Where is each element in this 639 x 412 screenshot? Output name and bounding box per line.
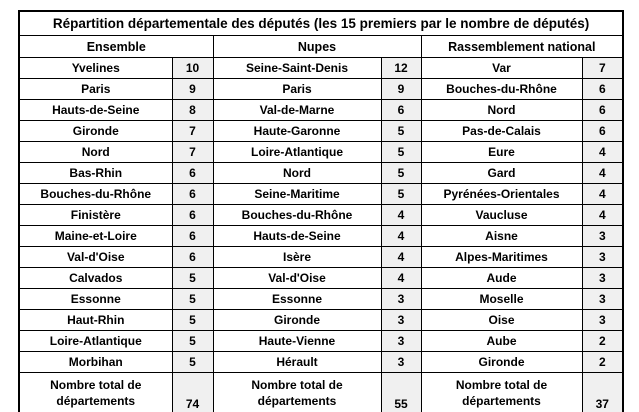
department-name-cell: Hérault [213, 352, 381, 373]
department-name-cell: Vaucluse [421, 205, 582, 226]
department-name-cell: Gironde [19, 121, 172, 142]
department-name-cell: Haut-Rhin [19, 310, 172, 331]
table-row [19, 247, 623, 268]
department-value-cell: 4 [582, 163, 623, 184]
department-name-cell: Aisne [421, 226, 582, 247]
department-value-cell: 4 [381, 268, 421, 289]
department-name-cell: Loire-Atlantique [213, 142, 381, 163]
department-value-cell: 4 [582, 142, 623, 163]
department-value-cell: 6 [172, 205, 213, 226]
department-value-cell: 6 [172, 247, 213, 268]
department-value-cell: 6 [172, 163, 213, 184]
department-name-cell: Bouches-du-Rhône [421, 79, 582, 100]
department-value-cell: 6 [172, 226, 213, 247]
table-row [19, 310, 623, 331]
table-row [19, 121, 623, 142]
department-name-cell: Gironde [213, 310, 381, 331]
department-name-cell: Paris [19, 79, 172, 100]
department-name-cell: Isère [213, 247, 381, 268]
total-label-cell: Nombre total de départements [213, 373, 381, 412]
department-name-cell: Pyrénées-Orientales [421, 184, 582, 205]
department-name-cell: Alpes-Maritimes [421, 247, 582, 268]
table-row [19, 142, 623, 163]
department-value-cell: 3 [381, 289, 421, 310]
department-value-cell: 3 [582, 289, 623, 310]
department-value-cell: 5 [381, 163, 421, 184]
department-value-cell: 3 [381, 352, 421, 373]
total-value-cell: 55 [381, 373, 421, 412]
department-value-cell: 3 [582, 247, 623, 268]
department-name-cell: Maine-et-Loire [19, 226, 172, 247]
table-body [19, 58, 623, 412]
table-row [19, 268, 623, 289]
department-value-cell: 2 [582, 352, 623, 373]
table-row [19, 331, 623, 352]
department-value-cell: 7 [582, 58, 623, 79]
department-value-cell: 9 [172, 79, 213, 100]
title-row [19, 11, 623, 36]
table-row [19, 163, 623, 184]
department-name-cell: Oise [421, 310, 582, 331]
table-row [19, 352, 623, 373]
table-row [19, 58, 623, 79]
department-name-cell: Morbihan [19, 352, 172, 373]
department-name-cell: Nord [213, 163, 381, 184]
table-row [19, 79, 623, 100]
department-name-cell: Hauts-de-Seine [213, 226, 381, 247]
department-value-cell: 5 [381, 142, 421, 163]
department-name-cell: Moselle [421, 289, 582, 310]
table-row [19, 289, 623, 310]
department-name-cell: Loire-Atlantique [19, 331, 172, 352]
section-header-nupes: Nupes [213, 36, 421, 58]
department-value-cell: 8 [172, 100, 213, 121]
department-name-cell: Yvelines [19, 58, 172, 79]
total-label-cell: Nombre total de départements [19, 373, 172, 412]
department-value-cell: 3 [381, 310, 421, 331]
department-name-cell: Nord [19, 142, 172, 163]
department-value-cell: 12 [381, 58, 421, 79]
department-name-cell: Calvados [19, 268, 172, 289]
department-name-cell: Gironde [421, 352, 582, 373]
department-name-cell: Bas-Rhin [19, 163, 172, 184]
department-name-cell: Eure [421, 142, 582, 163]
department-name-cell: Haute-Vienne [213, 331, 381, 352]
department-name-cell: Bouches-du-Rhône [213, 205, 381, 226]
department-value-cell: 5 [172, 268, 213, 289]
total-value-cell: 74 [172, 373, 213, 412]
department-name-cell: Finistère [19, 205, 172, 226]
department-value-cell: 6 [172, 184, 213, 205]
department-name-cell: Bouches-du-Rhône [19, 184, 172, 205]
department-name-cell: Essonne [19, 289, 172, 310]
department-value-cell: 5 [172, 331, 213, 352]
total-value-cell: 37 [582, 373, 623, 412]
department-value-cell: 5 [381, 121, 421, 142]
department-value-cell: 4 [381, 226, 421, 247]
total-row [19, 373, 623, 412]
department-value-cell: 5 [381, 184, 421, 205]
department-name-cell: Seine-Saint-Denis [213, 58, 381, 79]
department-value-cell: 3 [582, 226, 623, 247]
section-header-row [19, 36, 623, 58]
department-value-cell: 5 [172, 289, 213, 310]
table-row [19, 184, 623, 205]
department-value-cell: 6 [582, 100, 623, 121]
department-value-cell: 3 [582, 268, 623, 289]
department-value-cell: 4 [582, 205, 623, 226]
table-title: Répartition départementale des députés (les 15 premiers par le nombre de députés) [19, 11, 623, 36]
department-name-cell: Aude [421, 268, 582, 289]
deputies-table [18, 10, 624, 412]
department-name-cell: Gard [421, 163, 582, 184]
department-name-cell: Val-de-Marne [213, 100, 381, 121]
department-name-cell: Aube [421, 331, 582, 352]
department-value-cell: 7 [172, 121, 213, 142]
total-label-cell: Nombre total de départements [421, 373, 582, 412]
department-value-cell: 4 [381, 247, 421, 268]
department-value-cell: 6 [582, 79, 623, 100]
section-header-rassemblement-national: Rassemblement national [421, 36, 623, 58]
department-name-cell: Var [421, 58, 582, 79]
department-name-cell: Nord [421, 100, 582, 121]
department-value-cell: 6 [582, 121, 623, 142]
department-value-cell: 2 [582, 331, 623, 352]
department-value-cell: 3 [381, 331, 421, 352]
department-name-cell: Val-d'Oise [19, 247, 172, 268]
section-header-ensemble: Ensemble [19, 36, 213, 58]
department-value-cell: 5 [172, 352, 213, 373]
department-name-cell: Essonne [213, 289, 381, 310]
department-value-cell: 10 [172, 58, 213, 79]
department-name-cell: Paris [213, 79, 381, 100]
department-name-cell: Haute-Garonne [213, 121, 381, 142]
table-row [19, 226, 623, 247]
department-value-cell: 6 [381, 100, 421, 121]
department-name-cell: Pas-de-Calais [421, 121, 582, 142]
department-name-cell: Hauts-de-Seine [19, 100, 172, 121]
department-name-cell: Seine-Maritime [213, 184, 381, 205]
table-row [19, 205, 623, 226]
department-value-cell: 3 [582, 310, 623, 331]
table-row [19, 100, 623, 121]
department-name-cell: Val-d'Oise [213, 268, 381, 289]
department-value-cell: 4 [381, 205, 421, 226]
department-value-cell: 4 [582, 184, 623, 205]
department-value-cell: 9 [381, 79, 421, 100]
department-value-cell: 7 [172, 142, 213, 163]
department-value-cell: 5 [172, 310, 213, 331]
